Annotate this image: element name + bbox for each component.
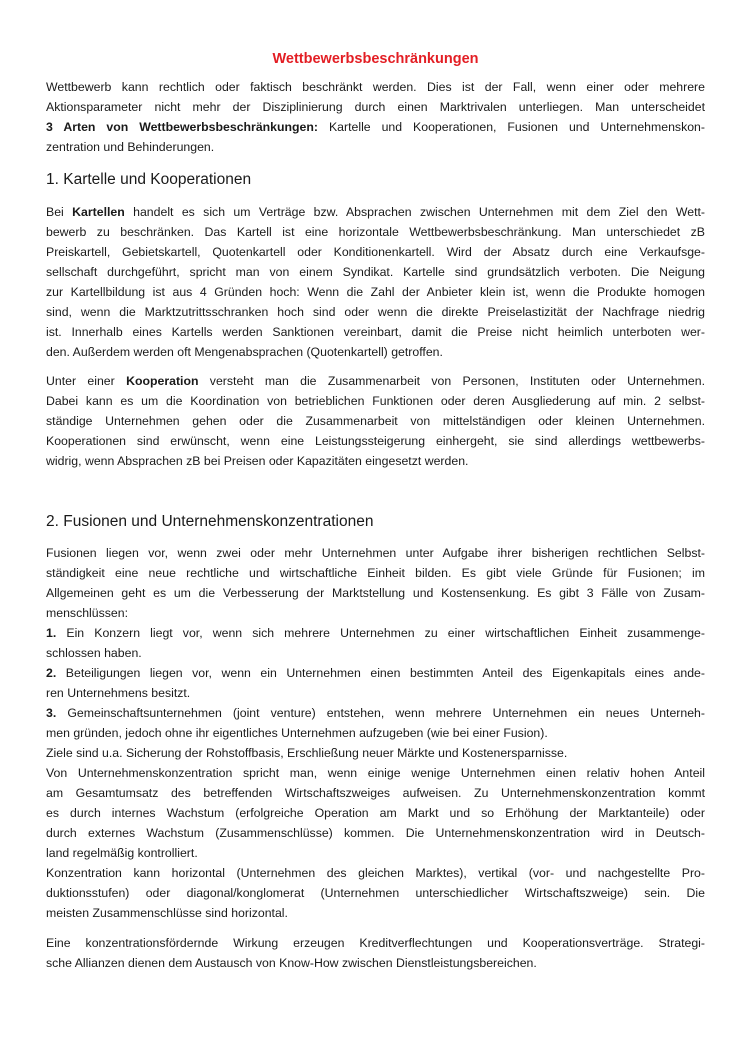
text-line: Konzentration kann horizontal (Unternehmen des gleichen Marktes), vertikal (vor- und nachgestellte Pro-: [46, 866, 705, 880]
list-item: [46, 663, 705, 683]
text-line: widrig, wenn Absprachen zB bei Preisen oder Kapazitäten eingesetzt werden.: [46, 454, 469, 468]
bold-term: Kooperation: [126, 374, 199, 388]
intro-paragraph: [46, 77, 705, 157]
list-number: 2.: [46, 666, 57, 680]
final-paragraph: [46, 933, 705, 973]
text-line: Wettbewerb kann rechtlich oder faktisch beschränkt werden. Dies ist der Fall, wenn einer oder mehrere: [46, 80, 705, 94]
text-fragment: Gemeinschaftsunternehmen (joint venture) entstehen, wenn mehrere Unternehmen ein neues Unterneh-: [56, 706, 705, 720]
text-line: sind, wenn die Marktzutrittsschranken hoch sind oder wenn die direkte Preiselastizität der Nachfrage niedrig: [46, 305, 705, 319]
text-line: Fusionen liegen vor, wenn zwei oder mehr Unternehmen unter Aufgabe ihrer bisherigen rechtlichen Selbst-: [46, 546, 705, 560]
list-number: 3.: [46, 706, 57, 720]
text-line: Aktionsparameter nicht mehr der Disziplinierung durch einen Marktrivalen unterliegen. Man unterscheidet: [46, 100, 705, 114]
text-line: Von Unternehmenskonzentration spricht man, wenn einige wenige Unternehmen einen relativ hohen Anteil: [46, 766, 705, 780]
bold-term: 3 Arten von Wettbewerbsbeschränkungen:: [46, 120, 318, 134]
text-fragment: Bei: [46, 205, 73, 219]
list-item: [46, 703, 705, 723]
document-title: Wettbewerbsbeschränkungen: [272, 51, 479, 67]
text-fragment: Beteiligungen liegen vor, wenn ein Unternehmen einen bestimmten Anteil des Eigenkapitals eines ande-: [56, 666, 705, 680]
kartelle-paragraph: [46, 202, 705, 362]
list-item: [46, 623, 705, 643]
section-heading-fusionen: 2. Fusionen und Unternehmenskonzentrationen: [46, 513, 374, 530]
list-number: 1.: [46, 626, 57, 640]
text-line: ständigkeit eine neue rechtliche und wirtschaftliche Einheit bilden. Es gibt viele Gründe für Fusionen; im: [46, 566, 705, 580]
text-line: Kooperationen sind erwünscht, wenn eine Leistungssteigerung einhergeht, sie sind allerdings wettbewerbs-: [46, 434, 705, 448]
text-line: ist. Innerhalb eines Kartells werden Sanktionen vereinbart, damit die Preise nicht heimlich unterboten wer-: [46, 325, 705, 339]
text-line: sellschaft durchgeführt, spricht man von einem Syndikat. Kartelle sind grundsätzlich verboten. Die Neigung: [46, 265, 705, 279]
text-fragment: Unter einer: [46, 374, 127, 388]
section-heading-kartelle: 1. Kartelle und Kooperationen: [46, 171, 252, 188]
text-line: [46, 117, 705, 137]
text-line: bewerb zu beschränken. Das Kartell ist eine horizontale Wettbewerbsbeschränkung. Man unterschiedet zB: [46, 225, 705, 239]
text-line: meisten Zusammenschlüsse sind horizontal.: [46, 906, 288, 920]
text-line: menschlüssen:: [46, 606, 129, 620]
text-line: zur Kartellbildung ist aus 4 Gründen hoch: Wenn die Zahl der Anbieter klein ist, wenn die Produkte homogen: [46, 285, 705, 299]
text-line: ständige Unternehmen gehen oder die Zusammenarbeit von mittelständigen oder kleinen Unternehmen.: [46, 414, 705, 428]
text-fragment: Kartelle und Kooperationen, Fusionen und Unternehmenskon-: [318, 120, 705, 134]
text-line: Allgemeinen geht es um die Verbesserung der Marktstellung und Kostensenkung. Es gibt 3 Fälle von Zusam-: [46, 586, 705, 600]
text-line: sche Allianzen dienen dem Austausch von Know-How zwischen Dienstleistungsbereichen.: [46, 956, 537, 970]
text-line: Eine konzentrationsfördernde Wirkung erzeugen Kreditverflechtungen und Kooperationsverträge. Strategi-: [46, 936, 705, 950]
kooperation-paragraph: [46, 371, 705, 471]
text-line: ren Unternehmens besitzt.: [46, 686, 191, 700]
text-line: land regelmäßig kontrolliert.: [46, 846, 198, 860]
text-line: zentration und Behinderungen.: [46, 140, 215, 154]
text-line: es durch internes Wachstum (erfolgreiche Operation am Markt und so Erhöhung der Marktanteile) oder: [46, 806, 705, 820]
text-line: am Gesamtumsatz des betreffenden Wirtschaftszweiges aufweisen. Zu Unternehmenskonzentration kommt: [46, 786, 705, 800]
text-line: durch externes Wachstum (Zusammenschlüsse) kommen. Die Unternehmenskonzentration wird in Deutsch-: [46, 826, 705, 840]
text-line: Ziele sind u.a. Sicherung der Rohstoffbasis, Erschließung neuer Märkte und Kostenersparnisse.: [46, 746, 568, 760]
text-line: [46, 202, 705, 222]
text-line: Dabei kann es um die Koordination von betrieblichen Funktionen oder deren Ausgliederung auf min. 2 selbst-: [46, 394, 705, 408]
text-line: schlossen haben.: [46, 646, 142, 660]
text-line: den. Außerdem werden oft Mengenabsprachen (Quotenkartell) getroffen.: [46, 345, 443, 359]
text-line: men gründen, jedoch ohne ihr eigentliches Unternehmen aufzugeben (wie bei einer Fusion).: [46, 726, 548, 740]
bold-term: Kartellen: [72, 205, 125, 219]
text-fragment: Ein Konzern liegt vor, wenn sich mehrere Unternehmen zu einer wirtschaftlichen Einheit zusammenge-: [56, 626, 705, 640]
text-line: duktionsstufen) oder diagonal/konglomerat (Unternehmen unterschiedlicher Wirtschaftszweige) sein. Die: [46, 886, 705, 900]
fusionen-paragraph: [46, 543, 705, 923]
text-fragment: versteht man die Zusammenarbeit von Personen, Instituten oder Unternehmen.: [198, 374, 706, 388]
text-line: Preiskartell, Gebietskartell, Quotenkartell oder Konditionenkartell. Wird der Absatz durch eine Verkaufsge-: [46, 245, 705, 259]
text-fragment: handelt es sich um Verträge bzw. Absprachen zwischen Unternehmen mit dem Ziel den Wett-: [124, 205, 705, 219]
text-line: [46, 371, 705, 391]
